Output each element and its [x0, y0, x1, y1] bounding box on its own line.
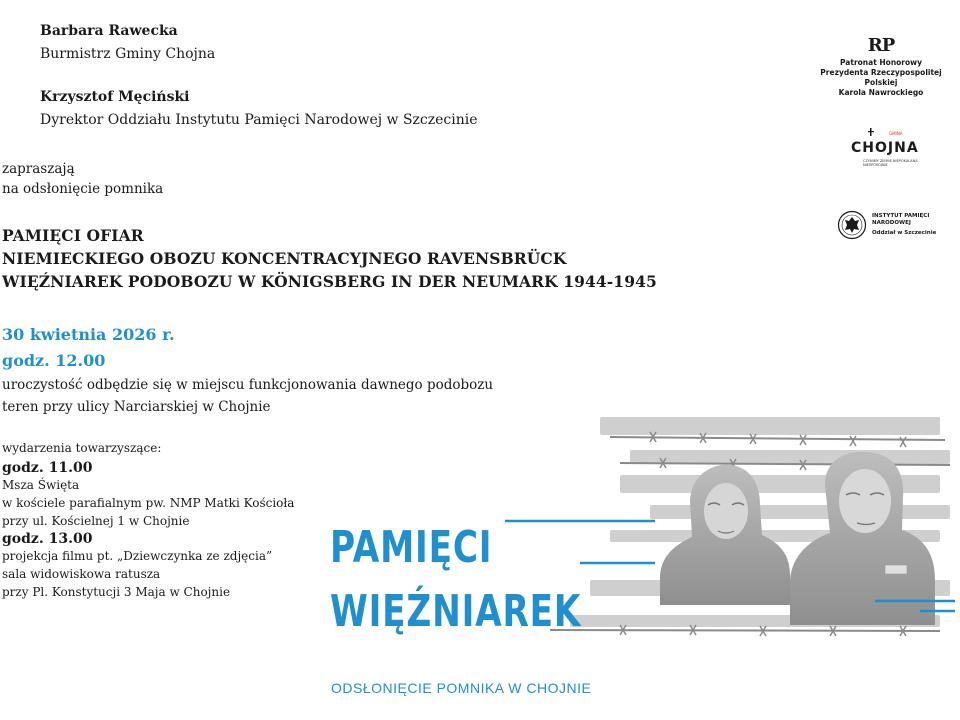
event-1-time: godz. 11.00 — [2, 460, 93, 476]
rp-mark: RP — [867, 35, 895, 56]
host-1-name: Barbara Rawecka — [40, 23, 178, 39]
ipn-text — [872, 213, 936, 237]
headline-line-2: NIEMIECKIEGO OBOZU KONCENTRACYJNEGO RAVENSBRÜCK — [2, 249, 567, 268]
event-2-line-3: przy Pl. Konstytucji 3 Maja w Chojnie — [2, 585, 231, 599]
ipn-line-3: Oddział w Szczecinie — [872, 230, 937, 236]
event-2-line-1: projekcja filmu pt. „Dziewczynka ze zdjęcia” — [2, 549, 273, 563]
location-line-2: teren przy ulicy Narciarskiej w Chojnie — [2, 399, 271, 415]
rp-line-3: Karola Nawrockiego — [838, 88, 924, 97]
event-1-line-1: Msza Święta — [2, 478, 80, 492]
host-2-title: Dyrektor Oddziału Instytutu Pamięci Narodowej w Szczecinie — [40, 112, 478, 128]
event-2-time: godz. 13.00 — [2, 531, 93, 547]
events-section — [2, 439, 294, 601]
event-1-line-3: przy ul. Kościelnej 1 w Chojnie — [2, 514, 190, 528]
headline-line-1: PAMIĘCI OFIAR — [2, 226, 144, 245]
invite-line-1: zapraszają — [2, 161, 75, 177]
event-time: godz. 12.00 — [2, 351, 106, 370]
location-line-1: uroczystość odbędzie się w miejscu funkcjonowania dawnego podobozu — [2, 377, 494, 393]
ipn-eagle-emblem-icon — [837, 210, 867, 240]
big-title-line-2: WIĘŹNIAREK — [330, 586, 582, 637]
ipn-line-2: NARODOWEJ — [872, 220, 911, 226]
chojna-gmina-text: GMINA — [889, 131, 903, 136]
chojna-logo — [849, 128, 919, 172]
headline-line-3: WIĘŹNIAREK PODOBOZU W KÖNIGSBERG IN DER NEUMARK 1944-1945 — [2, 272, 657, 291]
rp-line-1: Patronat Honorowy — [840, 58, 922, 67]
event-2-line-2: sala widowiskowa ratusza — [2, 567, 161, 581]
subtitle: ODSŁONIĘCIE POMNIKA W CHOJNIE — [331, 680, 592, 696]
chojna-word: CHOJNA — [851, 140, 919, 156]
event-1-line-2: w kościele parafialnym pw. NMP Matki Kościoła — [2, 496, 295, 510]
events-heading: wydarzenia towarzyszące: — [2, 441, 162, 455]
ipn-line-1: INSTYTUT PAMIĘCI — [872, 213, 930, 219]
event-date: 30 kwietnia 2026 r. — [2, 325, 175, 344]
big-title-line-1: PAMIĘCI — [330, 522, 493, 573]
rp-line-2: Prezydenta Rzeczypospolitej Polskiej — [820, 68, 942, 87]
chojna-tagline: CZYNIMY ZIEMIE NIEPOKALANA NIESPOKOJNIE — [863, 159, 918, 167]
rp-patronage-logo — [811, 35, 951, 98]
ipn-logo — [837, 210, 937, 242]
host-2-name: Krzysztof Męciński — [40, 89, 190, 105]
invite-line-2: na odsłonięcie pomnika — [2, 181, 164, 197]
host-1-title: Burmistrz Gminy Chojna — [40, 46, 216, 62]
headline — [2, 224, 657, 293]
